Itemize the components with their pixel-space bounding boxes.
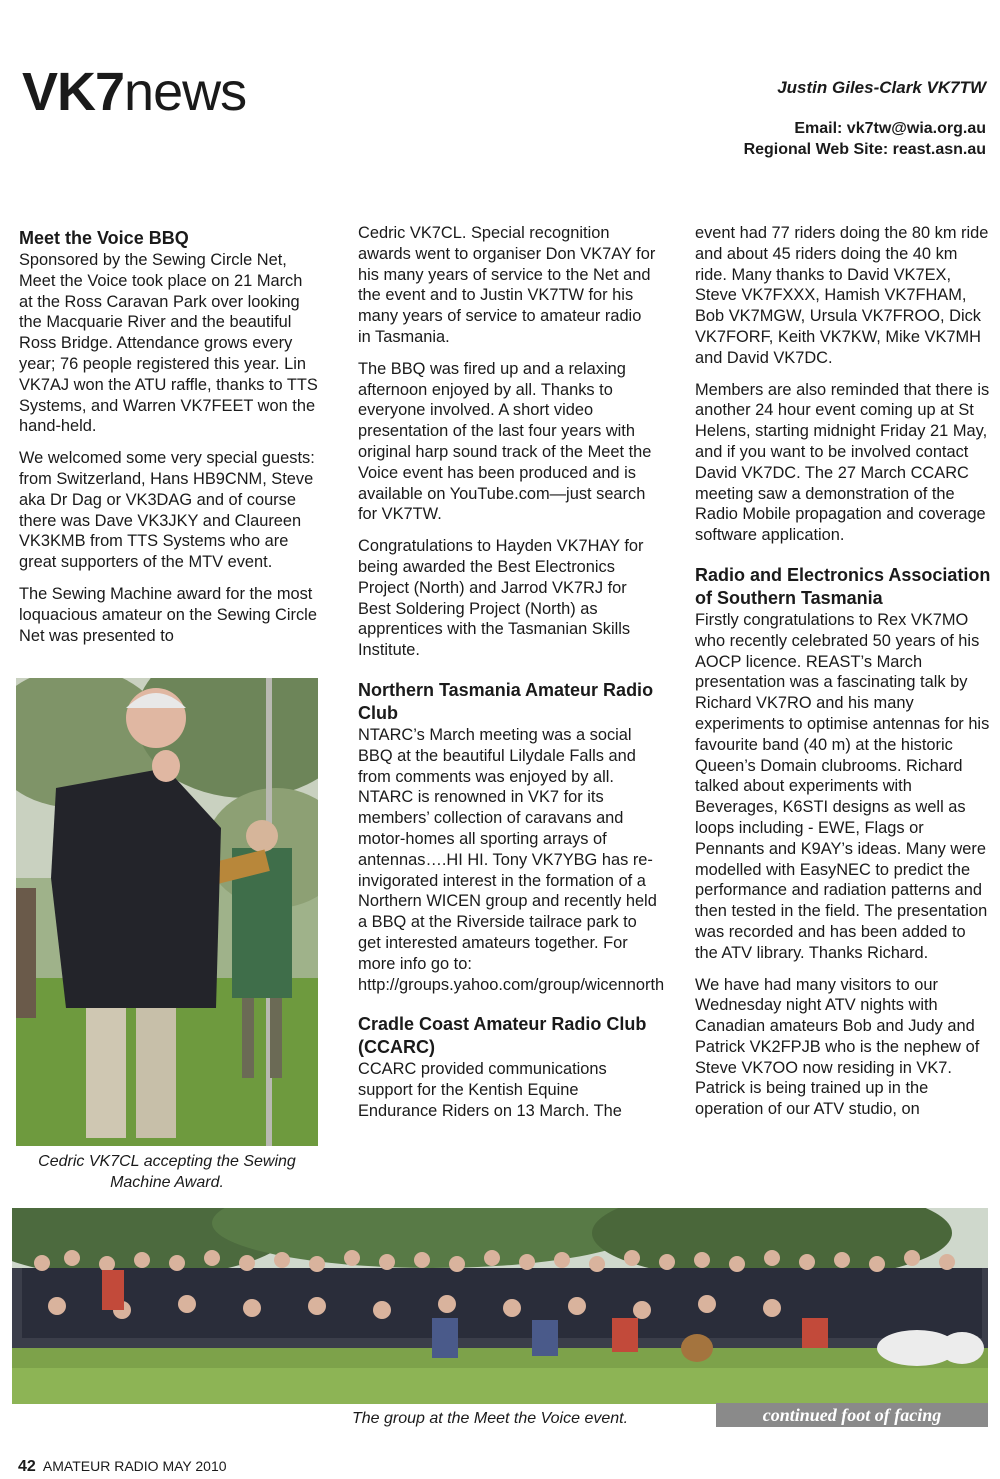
paragraph: Sponsored by the Sewing Circle Net, Meet the Voice took place on 21 March at the Ross Caravan Park over looking the Macquarie River and the beautiful Ross Bridge. Attendance grows every year; 76 people registered this year. Lin VK7AJ won the ATU raffle, thanks to TTS Systems, and Warren VK7FEET won the hand-held. [19,251,318,436]
author-name: Justin Giles-Clark VK7TW [777,78,986,97]
masthead-bold: VK7 [22,62,125,122]
column-2 [358,223,665,1133]
paragraph: Firstly congratulations to Rex VK7MO who recently celebrated 50 years of his AOCP licence. REAST’s March presentation was a fascinating talk by Richard VK7RO and his many experiments to optimise antennas for his favourite band (40 m) at the historic Queen’s Domain clubrooms. Richard talked about experiments with Beverages, K6STI designs as well as loops including - EWE, Flags or Pennants and K9AY’s ideas. Many were modelled with EasyNEC to predict the performance and radiation patterns and then tested in the field. The presentation was recorded and has been added to the ATV library. Thanks Richard. [695,610,990,962]
paragraph: CCARC provided communications support for the Kentish Equine Endurance Riders on 13 March. The [358,1060,622,1120]
heading-ccarc: Cradle Coast Amateur Radio Club (CCARC) [358,1014,647,1058]
masthead-light: news [124,62,247,122]
caption-group: The group at the Meet the Voice event. [352,1410,629,1427]
column-1 [19,227,319,657]
paragraph: Cedric VK7CL. Special recognition awards went to organiser Don VK7AY for his many years of service to the Net and the event and to Justin VK7TW for his many years of service to amateur radio in Tasmania. [358,224,656,346]
masthead-title [22,62,246,122]
paragraph: event had 77 riders doing the 80 km ride and about 45 riders doing the 40 km ride. Many thanks to David VK7EX, Steve VK7FXXX, Hamish VK7FHAM, Bob VK7MGW, Ursula VK7FROO, Dick VK7FORF, Keith VK7KW, Mike VK7MH and David VK7DC. [695,224,989,367]
photo-group [12,1208,988,1404]
heading-ntarc: Northern Tasmania Amateur Radio Club [358,679,654,723]
paragraph: We have had many visitors to our Wednesday night ATV nights with Canadian amateurs Bob and Judy and Patrick VK2FPJB who is the nephew of Steve VK7OO now residing in VK7. Patrick is being trained up in the operation of our ATV studio, on [695,975,980,1119]
paragraph: We welcomed some very special guests: from Switzerland, Hans HB9CNM, Steve aka Dr Dag or VK3DAG and of course there was Dave VK3JKY and Claureen VK3KMB from TTS Systems who are great supporters of the MTV event. [19,449,315,572]
heading-meet-the-voice: Meet the Voice BBQ [19,228,189,248]
paragraph: NTARC’s March meeting was a social BBQ at the beautiful Lilydale Falls and from comments was enjoyed by all. NTARC is renowned in VK7 for its members’ collection of caravans and motor-homes all sporting arrays of antennas….HI HI. Tony VK7YBG has re-invigorated interest in the formation of a Northern WICEN group and recently held a BBQ at the Riverside tailrace park to get interested amateurs together. For more info go to: http://groups.yahoo.com/group/wicennorth [358,725,665,994]
photo-cedric-award [16,678,318,1146]
author-email: Email: vk7tw@wia.org.au [794,120,986,137]
paragraph: The Sewing Machine award for the most loquacious amateur on the Sewing Circle Net was presented to [19,584,317,645]
paragraph: Congratulations to Hayden VK7HAY for being awarded the Best Electronics Project (North) and Jarrod VK7RJ for Best Soldering Project (North) as apprentices with the Tasmanian Skills Institute. [358,537,644,660]
paragraph: The BBQ was fired up and a relaxing afternoon enjoyed by all. Thanks to everyone involved. A short video presentation of the last four years with original harp sound track of the Meet the Voice event has been produced and is available on YouTube.com—just search for VK7TW. [358,359,652,524]
paragraph: Members are also reminded that there is another 24 hour event coming up at St Helens, starting midnight Friday 21 May, and if you want to be involved contact David VK7DC. The 27 March CCARC meeting saw a demonstration of the Radio Mobile propagation and coverage software application. [695,380,990,545]
column-3 [695,223,991,1131]
page-footer [18,1458,227,1476]
heading-reast: Radio and Electronics Association of Southern Tasmania [695,564,991,608]
page-number: 42 [18,1458,36,1475]
contact-block [744,118,986,160]
regional-website: Regional Web Site: reast.asn.au [743,141,986,158]
caption-cedric: Cedric VK7CL accepting the Sewing Machine Award. [38,1153,296,1191]
publication-name: AMATEUR RADIO MAY 2010 [42,1458,227,1474]
continued-note: continued foot of facing [716,1403,988,1427]
